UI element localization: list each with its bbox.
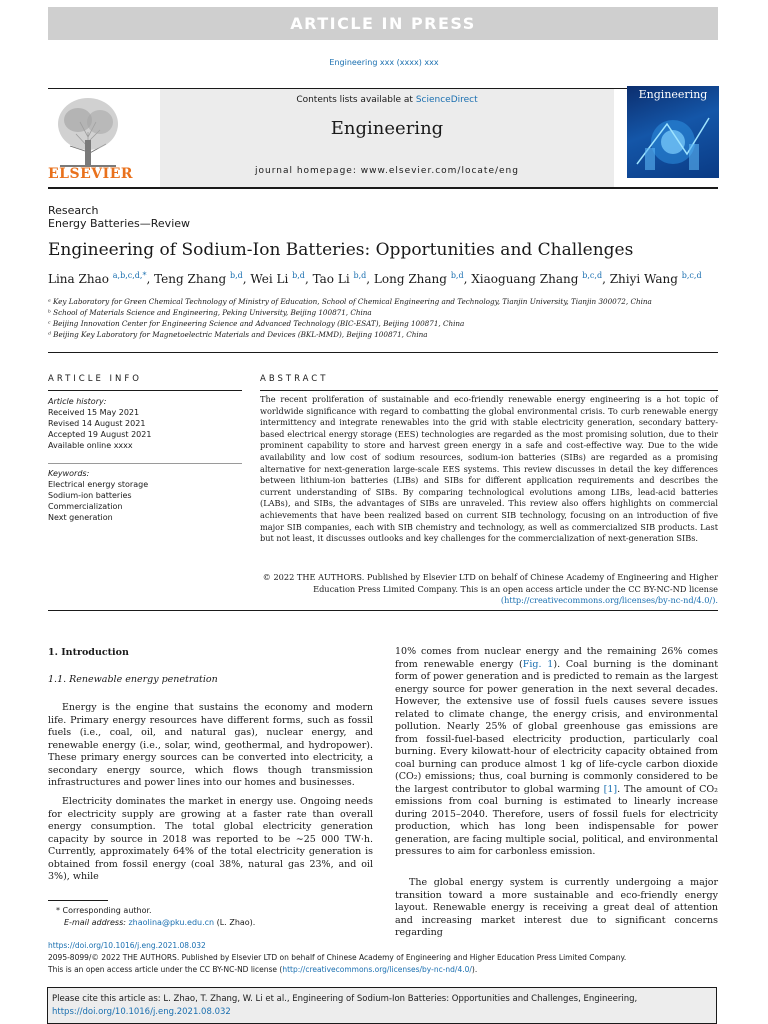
body-paragraph: The global energy system is currently undergoing a major transition toward a more sustainable and eco-friendly energy layout. Renewable energy is receiving a great deal of attention and increasing market interest due to significant concerns regarding <box>395 877 718 938</box>
email-label: E-mail address: <box>64 918 129 927</box>
contents-line <box>160 95 614 105</box>
body-paragraph: Energy is the engine that sustains the economy and modern life. Primary energy resources have different forms, such as fossil fuels (i.e., coal, oil, and natural gas), nuclear energy, and renewable energy (i.e., solar, wind, geothermal, and hydropower). These primary energy sources can be converted into electricity, a secondary energy source, which flows though transmission infrastructures and power lines into our homes and businesses. <box>48 702 373 788</box>
author-name[interactable]: Xiaoguang Zhang <box>471 272 579 286</box>
author-affiliation-marks[interactable]: b,d <box>353 271 367 280</box>
contents-prefix: Contents lists available at <box>296 95 416 105</box>
elsevier-wordmark: ELSEVIER <box>48 166 134 182</box>
author-affiliation-marks[interactable]: b,c,d <box>681 271 702 280</box>
affiliation-d: ᵈ Beijing Key Laboratory for Magnetoelectric Materials and Devices (BKL-MMD), Beijing 100871, China <box>48 330 428 339</box>
article-history-label: Article history: <box>48 397 107 406</box>
abstract-rule <box>260 390 718 391</box>
header-rule-bottom <box>48 187 718 189</box>
journal-cover-thumbnail[interactable] <box>627 86 719 178</box>
journal-homepage[interactable]: journal homepage: www.elsevier.com/locate/eng <box>255 166 519 176</box>
subsection-heading: 1.1. Renewable energy penetration <box>48 674 218 685</box>
article-info-separator <box>48 463 242 464</box>
reference-link[interactable]: [1] <box>603 783 618 795</box>
copyright-notice <box>260 572 718 607</box>
author-affiliation-marks[interactable]: a,b,c,d,* <box>112 271 147 280</box>
section-divider <box>48 352 718 353</box>
author-affiliation-marks[interactable]: b,d <box>292 271 305 280</box>
author-affiliation-marks[interactable]: b,d <box>450 271 464 280</box>
keyword[interactable]: Sodium-ion batteries <box>48 491 132 500</box>
author-affiliation-marks[interactable]: b,d <box>229 271 243 280</box>
license-suffix: ). <box>471 965 478 974</box>
license-prefix: This is an open access article under the CC BY-NC-ND license ( <box>48 965 283 974</box>
license-url-link[interactable]: http://creativecommons.org/licenses/by-nc-nd/4.0/ <box>282 965 472 974</box>
history-revised: Revised 14 August 2021 <box>48 419 146 428</box>
issn-notice: 2095-8099/© 2022 THE AUTHORS. Published by Elsevier LTD on behalf of Chinese Academy of Engineering and Higher Education Press Limited Company. <box>48 953 627 962</box>
abstract-text: The recent proliferation of sustainable and eco-friendly renewable energy engineering is a hot topic of worldwide significance with regard to combatting the global environmental crisis. To curb renewable energy intermittency and integrate renewables into the grid with stable electricity generation, secondary battery-based electrical energy storage (EES) technologies are regarded as the most promising solution, due to their prominent capability to store and harvest green energy in a safe and cost-effective way. Due to the wide availability and low cost of sodium resources, sodium-ion batteries (SIBs) are regarded as a promising alternative for next-generation large-scale EES systems. This review discusses in detail the key differences between lithium-ion batteries (LIBs) and SIBs for different application requirements and describes the current understanding of SIBs. By comparing technological evolutions among LIBs, lead-acid batteries (LABs), and SIBs, the advantages of SIBs are unraveled. This review also offers highlights on commercial achievements that have been realized based on current SIB technology, focusing on an introduction of five major SIB companies, each with SIB chemistry and technology, as well as commercialized SIB products. Last but not least, it discusses outlooks and key challenges for the commercialization of next-generation SIBs. <box>260 394 718 544</box>
article-in-press-banner: ARTICLE IN PRESS <box>48 7 718 40</box>
article-title: Engineering of Sodium-Ion Batteries: Opportunities and Challenges <box>48 240 634 260</box>
email-note <box>64 918 255 927</box>
author-name[interactable]: Zhiyi Wang <box>609 272 678 286</box>
footnote-rule <box>48 900 108 901</box>
history-online: Available online xxxx <box>48 441 133 450</box>
author-affiliation-marks[interactable]: b,c,d <box>582 271 603 280</box>
email-link[interactable]: zhaolina@pku.edu.cn <box>128 918 215 927</box>
article-info-heading: ARTICLE INFO <box>48 374 142 384</box>
author-name[interactable]: Tao Li <box>312 272 350 286</box>
keyword[interactable]: Next generation <box>48 513 113 522</box>
license-notice <box>48 965 477 974</box>
author-name[interactable]: Teng Zhang <box>154 272 227 286</box>
section-heading-introduction: 1. Introduction <box>48 647 129 658</box>
journal-reference-link[interactable]: Engineering xxx (xxxx) xxx <box>329 58 439 67</box>
cover-artwork <box>627 104 719 178</box>
abstract-heading: ABSTRACT <box>260 374 329 384</box>
copyright-text: © 2022 THE AUTHORS. Published by Elsevier LTD on behalf of Chinese Academy of Engineering and Higher Education Press Limited Company. This is an open access article under the CC BY-NC-ND license <box>262 572 718 594</box>
cover-title: Engineering <box>638 88 708 101</box>
journal-name: Engineering <box>330 118 444 139</box>
affiliation-a: ᵃ Key Laboratory for Green Chemical Technology of Ministry of Education, School of Chemical Engineering and Technology, Tianjin University, Tianjin 300072, China <box>48 297 652 306</box>
citation-box <box>47 987 717 1024</box>
keyword[interactable]: Electrical energy storage <box>48 480 149 489</box>
corresponding-author-note: * Corresponding author. <box>56 906 152 915</box>
article-subsection: Energy Batteries—Review <box>48 217 191 230</box>
article-info-rule <box>48 390 242 391</box>
author-name[interactable]: Lina Zhao <box>48 272 109 286</box>
license-link[interactable]: (http://creativecommons.org/licenses/by-nc-nd/4.0/). <box>500 595 718 606</box>
keyword[interactable]: Commercialization <box>48 502 123 511</box>
author-name[interactable]: Wei Li <box>250 272 289 286</box>
citation-doi-link[interactable]: https://doi.org/10.1016/j.eng.2021.08.032 <box>52 1007 231 1017</box>
body-divider <box>48 610 718 611</box>
paragraph-text: . The amount of CO₂ emissions from coal burning is estimated to linearly increase during 2015–2040. Therefore, users of fossil fuels for electricity production, which has long been indispensable for power generation, are facing multiple social, political, and environmental pressures to aim for carbonless emission. <box>395 783 718 857</box>
affiliation-b: ᵇ School of Materials Science and Engineering, Peking University, Beijing 100871, China <box>48 308 372 317</box>
doi-link[interactable]: https://doi.org/10.1016/j.eng.2021.08.032 <box>48 941 206 950</box>
paragraph-text: ). Coal burning is the dominant form of power generation and is predicted to remain as the largest energy source for power generation in the next several decades. However, the extensive use of fossil fuels causes severe issues related to climate change, the energy crisis, and environmental pollution. Nearly 25% of global greenhouse gas emissions are from fossil-fuel-based electricity production, particularly coal burning. Every kilowatt-hour of electricity capacity obtained from coal burning can produce almost 1 kg of life-cycle carbon dioxide (CO₂) emissions; thus, coal burning is commonly considered to be the largest contributor to global warming <box>395 658 719 795</box>
paragraph-text: 10% comes from nuclear energy and the remaining 26% comes from renewable energy ( <box>395 646 718 670</box>
author-list: Lina Zhao $^{a,b,c,d,*}$, Teng Zhang $^{b,d}$, Wei Li $^{b,d}$, Tao Li $^{b,d}$, Long Zhang $^{b,d}$, Xiaoguang Zhang $^{b,c,d}$, Zhiyi Wang $^{b,c,d}$ <box>48 271 702 286</box>
affiliation-c: ᶜ Beijing Innovation Center for Engineering Science and Advanced Technology (BIC-ESAT), Beijing 100871, China <box>48 319 465 328</box>
article-section: Research <box>48 204 99 217</box>
sciencedirect-link[interactable]: ScienceDirect <box>415 95 478 105</box>
figure-link[interactable]: Fig. 1 <box>522 658 554 670</box>
keywords-label: Keywords: <box>48 469 90 478</box>
body-paragraph <box>395 646 718 859</box>
history-received: Received 15 May 2021 <box>48 408 140 417</box>
citation-text: Please cite this article as: L. Zhao, T. Zhang, W. Li et al., Engineering of Sodium-Ion Batteries: Opportunities and Challenges, Engineering, <box>52 994 638 1004</box>
history-accepted: Accepted 19 August 2021 <box>48 430 152 439</box>
body-paragraph: Electricity dominates the market in energy use. Ongoing needs for electricity supply are growing at a faster rate than overall energy consumption. The total global electricity generation capacity by source in 2018 was reported to be ∼25 000 TW·h. Currently, approximately 64% of the total electricity generation is obtained from fossil energy (coal 38%, natural gas 23%, and oil 3%), while <box>48 796 373 882</box>
email-suffix: (L. Zhao). <box>214 918 256 927</box>
author-name[interactable]: Long Zhang <box>373 272 447 286</box>
